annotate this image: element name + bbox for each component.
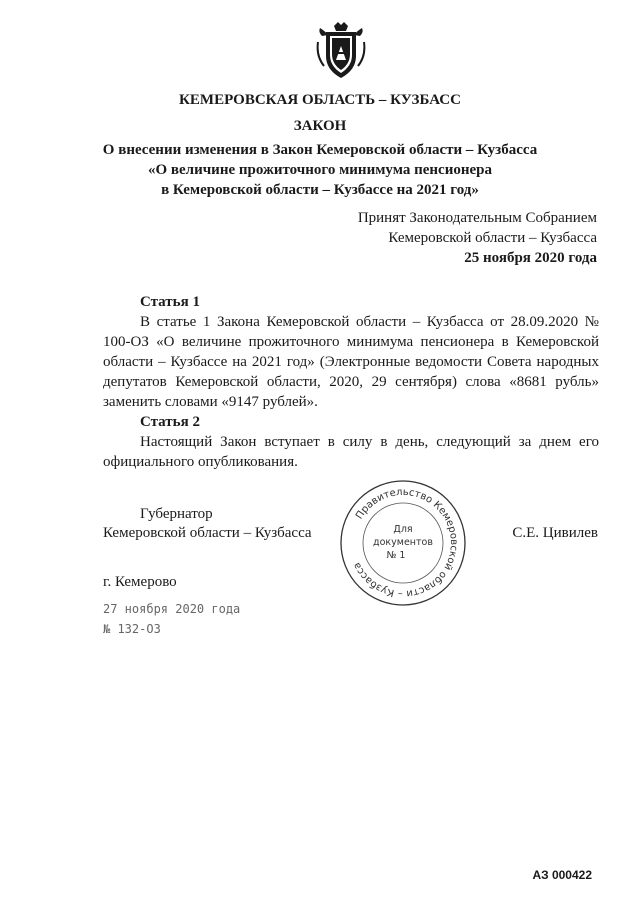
seal-center-line: документов [373, 537, 433, 548]
signatory-position-title: Губернатор [140, 506, 213, 522]
law-title-line: «О величине прожиточного минимума пенсионера [147, 162, 492, 178]
adopted-by-line: Принят Законодательным Собранием [357, 210, 597, 226]
signatory-name: С.Е. Цивилев [512, 525, 598, 541]
stamp-date: 27 ноября 2020 года [103, 602, 241, 616]
signatory-position-region: Кемеровской области – Кузбасса [103, 525, 312, 541]
seal-ring-text: Правительство Кемеровской области – Кузбасса [351, 486, 460, 600]
city: г. Кемерово [103, 574, 177, 590]
article-1-body: В статье 1 Закона Кемеровской области – Кузбасса от 28.09.2020 № 100-ОЗ «О величине прожиточного минимума пенсионера в Кемеровской области – Кузбассе на 2021 год» (Электронные ведомости Совета народных депутатов Кемеровской области, 2020, 29 сентября) слова «8681 рубль» заменить словами «9147 рублей». [103, 314, 603, 410]
article-2-body: Настоящий Закон вступает в силу в день, следующий за днем его официального опубликования. [103, 434, 603, 470]
law-title-line: в Кемеровской области – Кузбассе на 2021 год» [161, 182, 479, 198]
adopted-by-line: Кемеровской области – Кузбасса [388, 230, 597, 246]
serial-number: АЗ 000422 [532, 868, 592, 882]
official-seal [338, 478, 468, 608]
adoption-block [358, 208, 597, 268]
article-1-text [103, 312, 603, 412]
law-title [0, 140, 640, 200]
seal-center-line: Для [393, 524, 413, 535]
article-2-heading: Статья 2 [140, 414, 200, 430]
adoption-date: 25 ноября 2020 года [464, 250, 597, 266]
law-number: № 132-ОЗ [103, 622, 161, 636]
document-type: ЗАКОН [293, 118, 347, 134]
article-2-text [103, 432, 603, 472]
article-1-heading: Статья 1 [140, 294, 200, 310]
seal-center-line: № 1 [386, 550, 406, 561]
coat-of-arms-icon [316, 22, 366, 80]
region-name: КЕМЕРОВСКАЯ ОБЛАСТЬ – КУЗБАСС [179, 92, 461, 108]
law-title-line: О внесении изменения в Закон Кемеровской области – Кузбасса [102, 142, 538, 158]
